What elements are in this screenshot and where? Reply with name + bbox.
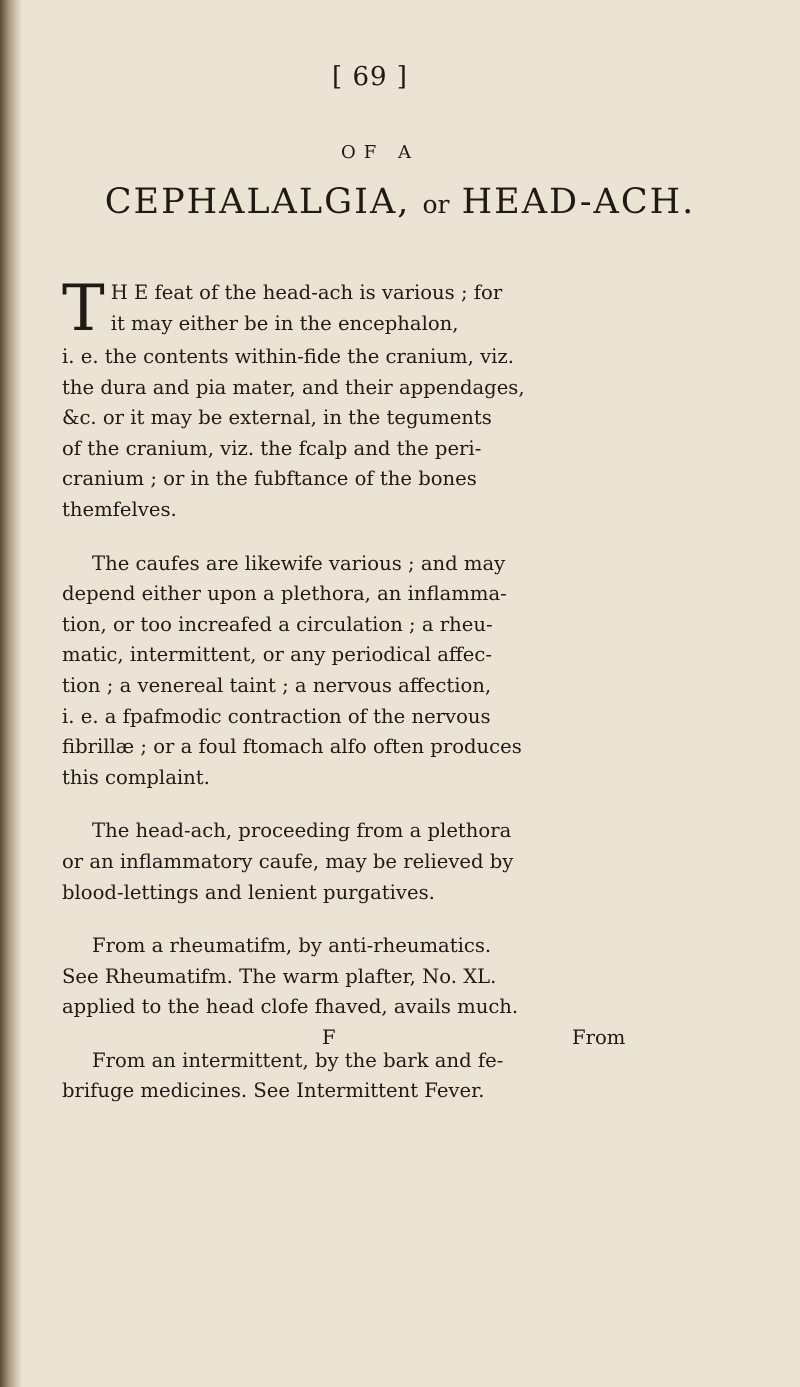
text-line: fibrillæ ; or a foul ftomach alfo often produces	[62, 735, 522, 759]
text-line: From an intermittent, by the bark and fe-	[92, 1048, 504, 1072]
text-line: The head-ach, proceeding from a plethora	[92, 819, 512, 843]
title-alt: HEAD-ACH.	[461, 182, 696, 222]
catchword: From	[572, 1026, 626, 1049]
text-line: cranium ; or in the fubftance of the bones	[62, 467, 477, 491]
text-line: From a rheumatifm, by anti-rheumatics.	[92, 934, 492, 958]
text-line: themfelves.	[62, 497, 177, 521]
paragraph-2	[62, 549, 662, 794]
text-line: tion ; a venereal taint ; a nervous affection,	[62, 673, 492, 697]
text-line: i. e. a fpafmodic contraction of the nervous	[62, 704, 491, 728]
text-line: this complaint.	[62, 765, 210, 789]
text-line: applied to the head clofe fhaved, avails much.	[62, 995, 519, 1019]
text-line: depend either upon a plethora, an inflamma-	[62, 582, 507, 606]
text-line: H E feat of the head-ach is various ; for	[110, 281, 503, 304]
text-line: matic, intermittent, or any periodical affec-	[62, 643, 493, 667]
text-line: the dura and pia mater, and their appendages,	[62, 375, 525, 399]
text-line: or an inflammatory caufe, may be relieved by	[62, 849, 514, 873]
signature-mark: F	[322, 1026, 336, 1049]
section-prefix: OF A	[341, 142, 419, 163]
text-line: brifuge medicines. See Intermittent Fever.	[62, 1079, 485, 1103]
title-or: or	[422, 190, 450, 219]
chapter-title	[60, 182, 740, 222]
page-number: [ 69 ]	[332, 62, 408, 92]
title-main: CEPHALALGIA,	[104, 182, 411, 222]
text-line: blood-lettings and lenient purgatives.	[62, 880, 435, 904]
paragraph-3	[62, 816, 662, 908]
body-text	[62, 272, 662, 1107]
paragraph-5	[62, 1046, 662, 1107]
text-line: it may either be in the encephalon,	[110, 311, 459, 335]
text-line: &c. or it may be external, in the teguments	[62, 406, 492, 430]
drop-cap: T	[62, 272, 105, 346]
text-line: tion, or too increafed a circulation ; a rheu-	[62, 612, 493, 636]
paragraph-4	[62, 931, 662, 1023]
text-line: i. e. the contents within-fide the cranium, viz.	[62, 345, 514, 368]
text-line: See Rheumatifm. The warm plafter, No. XL.	[62, 964, 497, 988]
text-line: The caufes are likewife various ; and may	[92, 551, 506, 575]
paragraph-1	[62, 272, 662, 526]
text-line: of the cranium, viz. the fcalp and the peri-	[62, 436, 482, 460]
